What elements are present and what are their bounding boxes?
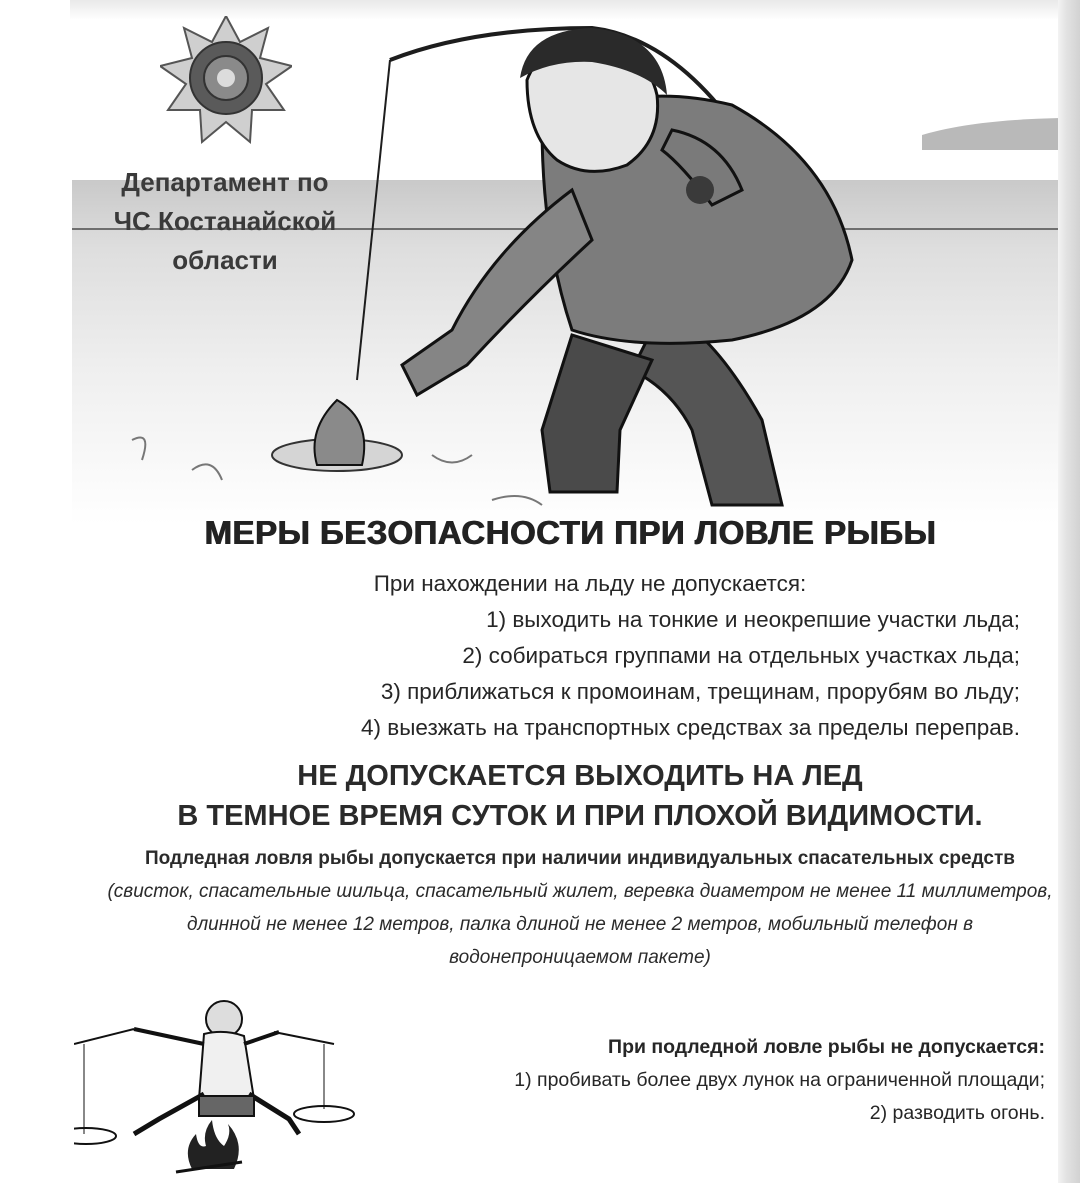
ice-rule-item: 2) собираться группами на отдельных участках льда; — [462, 643, 1020, 668]
fishing-reel — [686, 176, 714, 204]
bonfire-icon — [188, 1120, 239, 1169]
emergency-service-emblem — [160, 16, 292, 148]
seated-fisherman-illustration — [74, 984, 374, 1179]
darkness-warning — [90, 756, 1070, 836]
under-ice-heading: При подледной ловле рыбы не допускается: — [608, 1036, 1045, 1058]
ice-rules-list — [120, 566, 1020, 746]
ice-rule-item: 1) выходить на тонкие и неокрепшие участки льда; — [486, 607, 1020, 632]
department-line-1: Департамент по — [121, 167, 329, 197]
under-ice-item: 1) пробивать более двух лунок на ограниченной площади; — [514, 1069, 1045, 1091]
rescue-equipment-note — [105, 842, 1055, 974]
right-rod — [274, 1032, 334, 1044]
ice-rule-item: 4) выезжать на транспортных средствах за пределы переправ. — [361, 715, 1020, 740]
fish — [315, 400, 365, 465]
scanner-edge — [1058, 0, 1080, 1183]
rescue-equipment-statement: Подледная ловля рыбы допускается при наличии индивидуальных спасательных средств — [145, 848, 1015, 869]
ice-rules-intro: При нахождении на льду не допускается: — [373, 571, 807, 596]
page-title: МЕРЫ БЕЗОПАСНОСТИ ПРИ ЛОВЛЕ РЫБЫ — [204, 514, 936, 551]
distant-ice-ridge — [922, 118, 1060, 150]
department-name — [80, 163, 370, 280]
fishing-box — [199, 1096, 254, 1116]
department-line-2: ЧС Костанайской — [113, 206, 337, 236]
department-line-3: области — [172, 245, 278, 275]
under-ice-item: 2) разводить огонь. — [869, 1102, 1045, 1124]
fisherman-front-leg — [542, 335, 652, 492]
warning-line-1: НЕ ДОПУСКАЕТСЯ ВЫХОДИТЬ НА ЛЕД — [297, 760, 863, 792]
left-rod — [74, 1029, 134, 1044]
ice-rule-item: 3) приближаться к промоинам, трещинам, прорубям во льду; — [380, 679, 1020, 704]
rescue-equipment-list: (свисток, спасательные шильца, спасательный жилет, веревка диаметром не менее 11 миллиметров, длинной не менее 12 метров, палка длиной не менее 2 метров, мобильный телефон в водонепроницаемом пакете) — [107, 881, 1053, 968]
under-ice-rules — [360, 1031, 1045, 1130]
left-ice-hole — [74, 1128, 116, 1144]
warning-line-2: В ТЕМНОЕ ВРЕМЯ СУТОК И ПРИ ПЛОХОЙ ВИДИМОСТИ. — [177, 800, 983, 832]
